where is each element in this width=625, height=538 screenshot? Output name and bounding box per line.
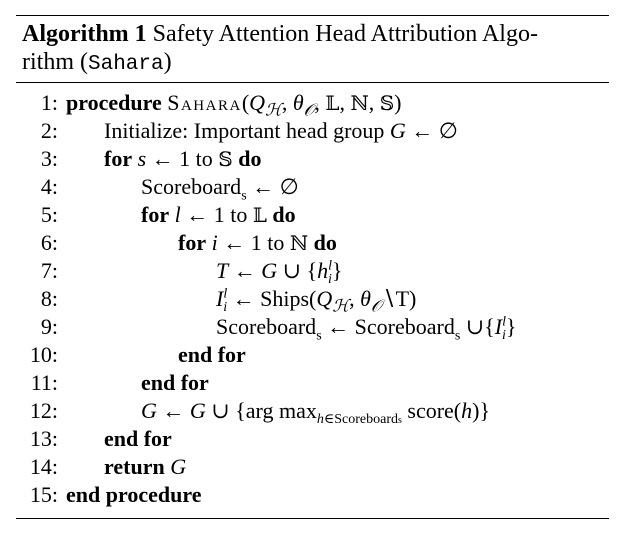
caption-rule [16, 82, 609, 83]
keyword-end-for: end for [141, 370, 209, 395]
line-number: 9: [40, 314, 58, 339]
statement: G ← G ∪ {arg $\max_{h\in Scoreboards}$ score(h)} [141, 398, 491, 428]
caption-label: Algorithm 1 [22, 21, 147, 47]
keyword-end-procedure: end procedure [66, 482, 202, 507]
top-rule [16, 15, 609, 16]
line-number: 8: [40, 286, 58, 311]
keyword-procedure: procedure [66, 90, 162, 115]
line-number: 1: [40, 90, 58, 115]
line-number: 4: [40, 174, 58, 199]
line-number: 3: [40, 146, 58, 171]
keyword-for: for [141, 202, 170, 227]
algorithm-caption [22, 20, 607, 79]
keyword-for: for [178, 230, 207, 255]
line-number: 2: [40, 118, 58, 143]
statement: l ← 1 to 𝕃 [174, 202, 267, 227]
keyword-for: for [104, 146, 133, 171]
statement: $I^l_i$ ← $Ships(Q_ℋ$, $\theta_𝒪∖T$) [216, 286, 417, 317]
caption-text-2: rithm ( [22, 49, 88, 75]
procedure-args: ($Q_ℋ$, $\theta_𝒪$, 𝕃, ℕ, 𝕊) [241, 90, 402, 121]
line-number: 7: [40, 258, 58, 283]
statement: G [170, 454, 187, 479]
line-number: 10: [29, 342, 58, 367]
procedure-name: Sahara [167, 90, 242, 115]
statement: i ← 1 to ℕ [211, 230, 309, 255]
statement: Scoreboard$_s$ ← Scoreboard$_s$ $\cup\{I^l_i\}$ [216, 314, 517, 344]
statement: Initialize: Important head group G ← ∅ [104, 118, 458, 143]
line-number: 13: [29, 426, 58, 451]
keyword-end-for: end for [104, 426, 172, 451]
keyword-return: return [104, 454, 165, 479]
keyword-do: do [238, 146, 262, 171]
line-number: 15: [29, 482, 58, 507]
caption-text-1: Safety Attention Head Attribution Algo- [146, 21, 538, 47]
keyword-end-for: end for [178, 342, 246, 367]
line-number: 11: [30, 370, 58, 395]
caption-text-3: ) [163, 49, 172, 75]
line-number: 14: [29, 454, 58, 479]
keyword-do: do [313, 230, 337, 255]
caption-algorithm-name: Sahara [88, 53, 164, 76]
bottom-rule [16, 518, 609, 519]
line-number: 5: [40, 202, 58, 227]
keyword-do: do [272, 202, 296, 227]
line-number: 6: [40, 230, 58, 255]
statement: T ← G ∪ $\{h^l_i\}$ [216, 258, 343, 288]
line-number: 12: [29, 398, 58, 423]
statement: Scoreboard$_s$ ← ∅ [141, 174, 299, 204]
statement: s ← 1 to 𝕊 [137, 146, 233, 171]
